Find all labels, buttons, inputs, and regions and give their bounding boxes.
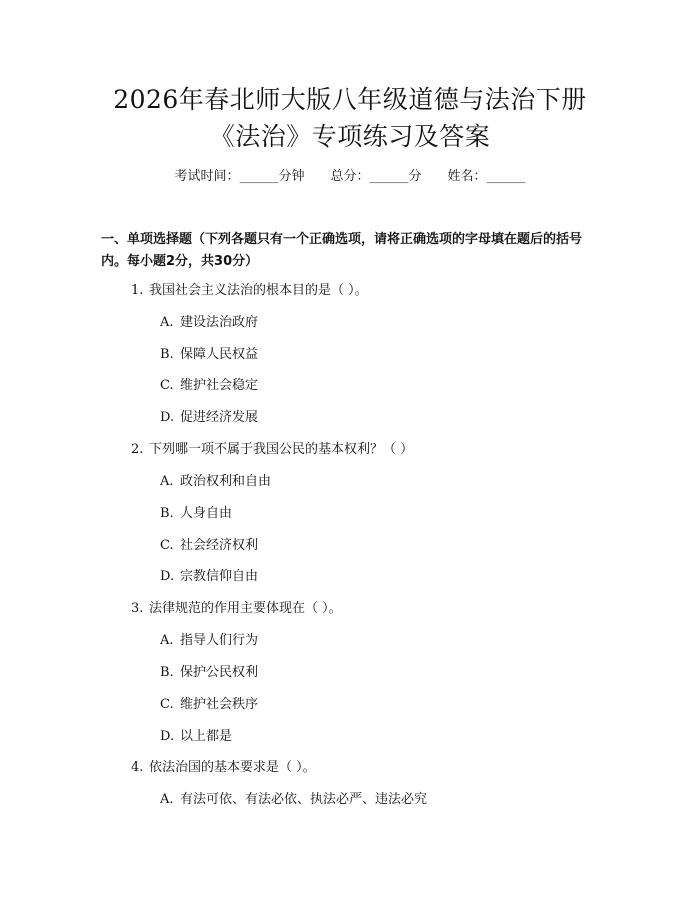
total-score-field: 总分：______分 <box>330 169 422 184</box>
question-text: 依法治国的基本要求是（ ）。 <box>149 760 316 775</box>
option-label: C. <box>160 538 174 553</box>
option-text: 保护公民权利 <box>180 665 259 680</box>
option-label: D. <box>160 410 175 425</box>
option-label: A. <box>160 792 174 807</box>
question-2-option-b <box>160 504 232 524</box>
question-1-option-d <box>160 408 258 428</box>
exam-time-field: 考试时间：______分钟 <box>174 169 305 184</box>
option-text: 人身自由 <box>180 506 233 521</box>
option-text: 宗教信仰自由 <box>180 569 259 584</box>
question-3-option-a <box>160 631 258 651</box>
question-3-option-c <box>160 695 258 715</box>
question-3-option-d <box>160 727 232 747</box>
option-label: B. <box>160 506 174 521</box>
option-label: C. <box>160 378 174 393</box>
exam-meta <box>0 167 700 187</box>
option-label: C. <box>160 697 174 712</box>
question-text: 下列哪一项不属于我国公民的基本权利？（ ） <box>149 442 414 457</box>
option-text: 维护社会稳定 <box>180 378 259 393</box>
option-label: B. <box>160 665 174 680</box>
option-label: D. <box>160 569 175 584</box>
question-4-option-a <box>160 790 427 810</box>
question-1 <box>131 281 368 301</box>
option-text: 以上都是 <box>180 729 233 744</box>
question-number: 2. <box>131 442 144 457</box>
question-4 <box>131 758 316 778</box>
option-text: 保障人民权益 <box>180 347 259 362</box>
question-1-option-b <box>160 345 258 365</box>
question-3 <box>131 599 342 619</box>
option-label: A. <box>160 474 174 489</box>
question-2-option-d <box>160 567 258 587</box>
option-text: 社会经济权利 <box>180 538 259 553</box>
question-number: 3. <box>131 601 144 616</box>
option-label: A. <box>160 315 174 330</box>
question-number: 4. <box>131 760 144 775</box>
document-title-line-2: 《法治》专项练习及答案 <box>209 122 491 151</box>
question-2 <box>131 440 413 460</box>
option-text: 有法可依、有法必依、执法必严、违法必究 <box>180 792 428 807</box>
option-label: A. <box>160 633 174 648</box>
option-text: 政治权利和自由 <box>180 474 272 489</box>
question-2-option-a <box>160 472 271 492</box>
option-text: 维护社会秩序 <box>180 697 259 712</box>
document-title-line-1: 2026年春北师大版八年级道德与法治下册 <box>113 85 587 114</box>
question-number: 1. <box>131 283 144 298</box>
question-1-option-a <box>160 313 258 333</box>
option-label: D. <box>160 729 175 744</box>
question-1-option-c <box>160 376 258 396</box>
question-text: 法律规范的作用主要体现在（ ）。 <box>149 601 342 616</box>
option-label: B. <box>160 347 174 362</box>
option-text: 建设法治政府 <box>180 315 259 330</box>
question-text: 我国社会主义法治的根本目的是（ ）。 <box>149 283 368 298</box>
student-name-field: 姓名：______ <box>447 169 526 184</box>
question-2-option-c <box>160 536 258 556</box>
question-3-option-b <box>160 663 258 683</box>
option-text: 促进经济发展 <box>180 410 259 425</box>
option-text: 指导人们行为 <box>180 633 259 648</box>
section-heading-single-choice: 一、单项选择题（下列各题只有一个正确选项，请将正确选项的字母填在题后的括号内。每小题2分，共30分） <box>101 232 583 269</box>
